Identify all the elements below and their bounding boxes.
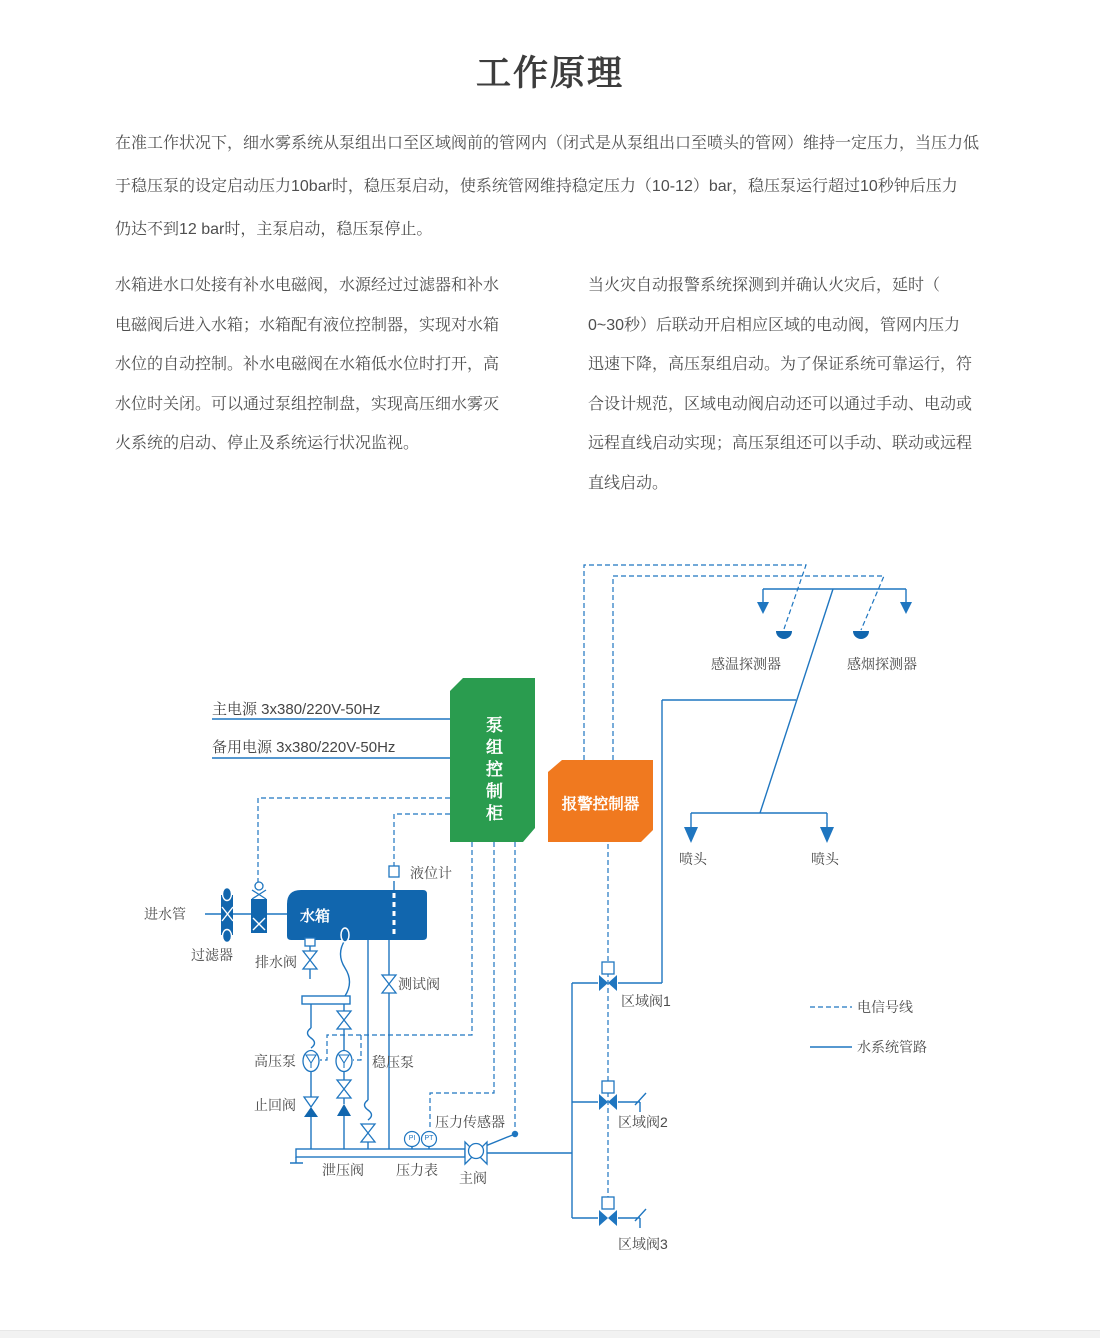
solenoid-body xyxy=(251,899,267,933)
intro-line: 于稳压泵的设定启动压力10bar时，稳压泵启动，使系统管网维持稳定压力（10-12）bar，稳压泵运行超过10秒钟后压力 xyxy=(115,178,958,195)
nozzle-label: 喷头 xyxy=(811,851,839,867)
solenoid-actuator-icon xyxy=(255,882,263,890)
zone-valve-2-actuator xyxy=(602,1081,614,1093)
relief-line xyxy=(365,940,372,1149)
relief-valve-icon xyxy=(361,1124,375,1142)
right-column-line: 直线启动。 xyxy=(588,474,669,492)
nozzle-label: 喷头 xyxy=(679,851,707,867)
smoke-detector-icon xyxy=(853,631,869,639)
lower-sprinkler-branch xyxy=(691,813,827,827)
small-valves xyxy=(303,938,396,1142)
gauge-pi-text: PI xyxy=(408,1135,416,1142)
legend-signal-label: 电信号线 xyxy=(857,999,913,1015)
test-valve-label: 测试阀 xyxy=(398,976,440,992)
drain-valve-label: 排水阀 xyxy=(255,954,297,970)
sprinkler-arrows xyxy=(684,602,912,843)
signal-lines xyxy=(258,565,884,1197)
pipe-end-cap xyxy=(290,1157,303,1163)
inlet-pipe-label: 进水管 xyxy=(144,906,186,922)
upper-sprinkler-branch xyxy=(763,589,906,603)
pump-cabinet-label: 泵组控制柜 xyxy=(483,716,502,826)
check-valve-stab-icon xyxy=(337,1104,351,1116)
test-valve-icon xyxy=(382,975,396,993)
tank-suction-hose xyxy=(341,940,350,996)
hp-pump-line xyxy=(308,1004,315,1149)
stab-suction-valve-icon xyxy=(337,1011,351,1029)
smoke-detector-label: 感烟探测器 xyxy=(847,656,917,672)
solenoid-valve-symbol xyxy=(251,882,267,933)
level-gauge-label: 液位计 xyxy=(410,865,452,881)
filter-label: 过滤器 xyxy=(191,947,233,963)
intro-line: 在准工作状况下，细水雾系统从泵组出口至区域阀前的管网内（闭式是从泵组出口至喷头的管网）维持一定压力，当压力低 xyxy=(115,135,980,152)
arrow-icon xyxy=(900,602,912,614)
legend-water-label: 水系统管路 xyxy=(857,1039,927,1055)
level-gauge-head xyxy=(389,866,399,877)
arrow-icon xyxy=(684,827,698,843)
gauge-pt-text: PT xyxy=(424,1135,434,1142)
pressure-gauge-label: 压力表 xyxy=(396,1162,438,1178)
heat-detector-icon xyxy=(776,631,792,639)
check-valve-top-icon xyxy=(304,1097,318,1107)
left-column-line: 水位时关闭。可以通过泵组控制盘，实现高压细水雾灭 xyxy=(115,395,500,413)
zone-valve-3-actuator xyxy=(602,1197,614,1209)
check-valve-label: 止回阀 xyxy=(254,1097,296,1113)
riser-diagonal xyxy=(760,589,833,813)
main-valve-actuator xyxy=(469,1144,484,1159)
stabilizing-pump-icon xyxy=(336,1051,352,1072)
intro-line: 仍达不到12 bar时，主泵启动，稳压泵停止。 xyxy=(115,221,433,238)
right-column-line: 合设计规范，区域电动阀启动还可以通过手动、电动或 xyxy=(588,395,973,413)
right-column-line: 远程直线启动实现；高压泵组还可以手动、联动或远程 xyxy=(588,435,973,452)
high-pressure-pump-icon xyxy=(303,1051,319,1072)
hp-pump-label: 高压泵 xyxy=(254,1053,296,1069)
arrow-icon xyxy=(820,827,834,843)
right-column-line: 当火灾自动报警系统探测到并确认火灾后，延时（ xyxy=(588,277,941,294)
filter-flange-top xyxy=(223,888,232,901)
zone-valve-3-label: 区域阀3 xyxy=(618,1236,668,1252)
zone-valve-1-label: 区域阀1 xyxy=(621,993,671,1009)
left-column-line: 水位的自动控制。补水电磁阀在水箱低水位时打开，高 xyxy=(115,356,500,373)
zone-valve-3-icon xyxy=(599,1210,617,1226)
stab-pump-label: 稳压泵 xyxy=(372,1054,414,1070)
signal-level-gauge xyxy=(394,814,450,866)
main-power-label: 主电源 3x380/220V-50Hz xyxy=(212,701,381,718)
filter-flange-bottom xyxy=(223,930,232,943)
right-column-line: 0~30秒）后联动开启相应区域的电动阀，管网内压力 xyxy=(588,316,961,334)
page-title: 工作原理 xyxy=(475,54,624,93)
signal-stab-pump xyxy=(353,1035,361,1060)
right-column-line: 迅速下降，高压泵组启动。为了保证系统可靠运行，符 xyxy=(588,356,973,373)
main-valve-label: 主阀 xyxy=(459,1170,487,1186)
drain-connection-square xyxy=(305,938,315,946)
pressure-sensor-dot xyxy=(512,1131,518,1137)
relief-valve-label: 泄压阀 xyxy=(322,1162,364,1178)
zone-valve-1-actuator xyxy=(602,962,614,974)
solenoid-top-bowtie xyxy=(252,890,266,899)
left-column-line: 电磁阀后进入水箱；水箱配有液位控制器，实现对水箱 xyxy=(115,316,500,334)
heat-detector-label: 感温探测器 xyxy=(711,656,781,672)
backup-power-label: 备用电源 3x380/220V-50Hz xyxy=(212,739,396,756)
drain-valve-icon xyxy=(303,951,317,969)
pressure-sensor-label: 压力传感器 xyxy=(435,1114,505,1130)
suction-header-bar xyxy=(302,996,350,1004)
discharge-manifold-bar xyxy=(296,1149,465,1157)
arrow-icon xyxy=(757,602,769,614)
water-tank-label: 水箱 xyxy=(300,908,331,925)
filter-symbol xyxy=(221,888,233,943)
main-valve-symbol xyxy=(465,1142,487,1164)
stab-discharge-valve-icon xyxy=(337,1080,351,1098)
alarm-controller-label: 报警控制器 xyxy=(561,796,640,813)
zone-valve-2-label: 区域阀2 xyxy=(618,1114,668,1130)
left-column-line: 火系统的启动、停止及系统运行状况监视。 xyxy=(115,435,420,452)
tank-outlet-nozzle xyxy=(341,928,349,942)
check-valve-hp-icon xyxy=(304,1107,318,1117)
left-column-line: 水箱进水口处接有补水电磁阀，水源经过过滤器和补水 xyxy=(115,277,500,294)
